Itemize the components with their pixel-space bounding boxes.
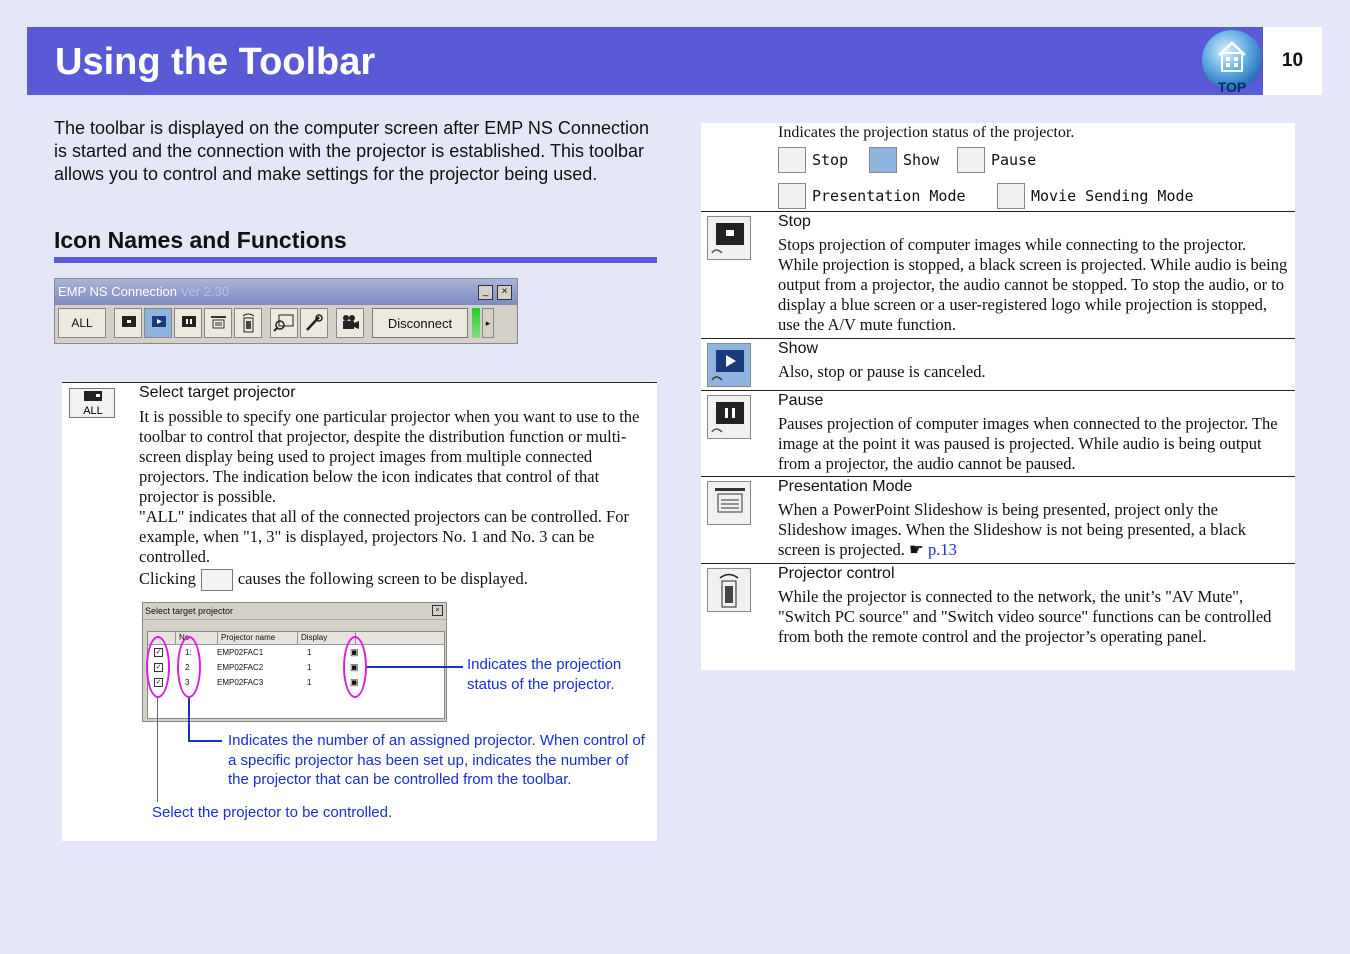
show-icon [707,343,751,387]
all-icon [69,388,115,418]
pause-status-icon [957,147,985,173]
status-presentation: Presentation Mode [778,183,966,209]
status-icon: ▣ [350,662,359,672]
expand-arrow-icon[interactable]: ▸ [482,308,494,338]
pause-button[interactable] [174,308,202,338]
svg-text:ALL: ALL [83,405,103,417]
movie-camera-icon [339,313,361,333]
clicking-line [139,569,528,591]
stop-icon [118,314,138,332]
status-callout: Indicates the projection status of the projector. [467,656,622,693]
row-pause [701,390,1295,477]
intro-paragraph: The toolbar is displayed on the computer screen after EMP NS Connection is started and the connection with the projector is established. This toolbar allows you to control and make settings for the projector being used. [54,118,649,184]
status-pause: Pause [957,147,1036,173]
status-callout-line [367,666,463,668]
remote-control-icon [707,568,751,612]
show-button[interactable] [144,308,172,338]
movie-status-icon [997,183,1025,209]
reference-icon: ☛ [909,540,924,559]
top-button[interactable] [1201,28,1263,94]
level-meter [472,308,480,338]
presentation-title: Presentation Mode [778,478,913,495]
col-display: Display [298,632,356,644]
show-title: Show [778,340,819,357]
checkbox[interactable]: ✓ [155,664,162,671]
page-link[interactable]: p.13 [927,540,957,559]
projector-control-title: Projector control [778,565,895,582]
pause-body: Pauses projection of computer images when connected to the projector. The image at the point it was paused is projected. While audio is being output from a projector, the audio cannot be paused. [778,414,1278,473]
search-icon [273,313,295,333]
select-target-projector-button[interactable] [58,308,106,338]
col-projector-name: Projector name [218,632,298,644]
row-stop [701,211,1295,338]
pause-icon [707,395,751,439]
status-icon: ▣ [350,677,359,687]
minimize-button[interactable]: _ [478,285,493,300]
status-description: Indicates the projection status of the projector. [778,124,1075,141]
stop-status-icon [778,147,806,173]
presentation-body: When a PowerPoint Slideshow is being presented, project only the Slideshow images. When the Slideshow is not being presented, a black screen is projected. ☛ p.13 [778,500,1247,559]
list-item[interactable]: ✓ 3 EMP02FAC3 1 ▣ [155,677,359,687]
number-highlight [177,636,201,698]
toolbar-titlebar [55,279,517,305]
section-title: Icon Names and Functions [54,227,347,253]
stop-icon [707,216,751,260]
presentation-mode-button[interactable] [204,308,232,338]
row-show [701,338,1295,391]
dialog-close-icon[interactable]: × [432,605,443,616]
projector-control-button[interactable] [234,308,262,338]
number-callout-line-h [188,740,222,742]
checkbox-highlight [146,636,170,698]
select-callout: Select the projector to be controlled. [152,804,393,821]
stop-button[interactable] [114,308,142,338]
status-movie: Movie Sending Mode [997,183,1194,209]
status-show: Show [869,147,939,173]
checkbox[interactable]: ✓ [155,649,162,656]
page-number: 10 [1263,27,1322,95]
stop-title: Stop [778,213,811,230]
dialog-title: Select target projector × [143,603,446,620]
item-title: Select target projector [139,384,296,401]
list-item[interactable]: ✓ 1: EMP02FAC1 1 ▣ [155,647,359,657]
presentation-icon [208,314,228,332]
all-inline-icon [201,569,233,591]
remote-control-icon [238,312,258,334]
select-callout-line [157,698,158,802]
number-callout-line [188,698,190,742]
status-icon: ▣ [350,647,359,657]
settings-button[interactable] [300,308,328,338]
row-presentation [701,476,1295,563]
toolbar-app-title: EMP NS Connection [58,284,177,299]
show-body: Also, stop or pause is canceled. [778,362,986,381]
page-title: Using the Toolbar [55,41,376,83]
row-projector-control [701,563,1295,671]
number-callout: Indicates the number of an assigned projector. When control of a specific projector has been set up, indicates the number of the projector that can be controlled from the toolbar. [228,732,645,788]
clicking-after: causes the following screen to be displayed. [237,569,528,588]
search-button[interactable] [270,308,298,338]
top-label: TOP [1217,79,1247,94]
page-header [27,27,1263,95]
presentation-icon [707,481,751,525]
left-function-table [62,382,657,841]
item-body: It is possible to specify one particular projector when you want to use to the toolbar to control that projector, despite the distribution function or multi-screen display being used to project images from multiple connected projectors. The indication below the icon indicates that control of that projector is possible. "ALL" indicates that all of the connected projectors can be controlled. For example, when "1, 3" is displayed, projectors No. 1 and No. 3 can be controlled. [139,407,640,566]
pause-icon [178,314,198,332]
all-label: ALL [71,316,93,330]
tools-icon [304,313,324,333]
disconnect-button[interactable]: Disconnect [372,308,468,338]
col-no: No [176,632,218,644]
show-icon [148,314,168,332]
right-function-table [701,123,1295,670]
toolbar-version: Ver 2.30 [180,284,230,299]
presentation-status-icon [778,183,806,209]
stop-body: Stops projection of computer images while connecting to the projector. While projection is stopped, a black screen is projected. While audio is being output from a projector, the audio cannot be stopped. To stop the audio, or to display a blue screen or a user-registered logo while projection is stopped, use the A/V mute function. [778,235,1288,334]
close-button[interactable]: × [497,285,512,300]
section-divider [54,257,657,263]
clicking-before: Clicking [139,569,196,588]
checkbox[interactable]: ✓ [155,679,162,686]
show-status-icon [869,147,897,173]
status-highlight [343,636,367,698]
movie-sending-button[interactable] [336,308,364,338]
projector-control-body: While the projector is connected to the network, the unit’s "AV Mute", "Switch PC source" and "Switch video source" functions can be controlled from both the remote control and the projector’s operating panel. [778,587,1272,646]
pause-title: Pause [778,392,824,409]
toolbar-window [54,278,518,344]
status-stop: Stop [778,147,848,173]
list-item[interactable]: ✓ 2 EMP02FAC2 1 ▣ [155,662,359,672]
